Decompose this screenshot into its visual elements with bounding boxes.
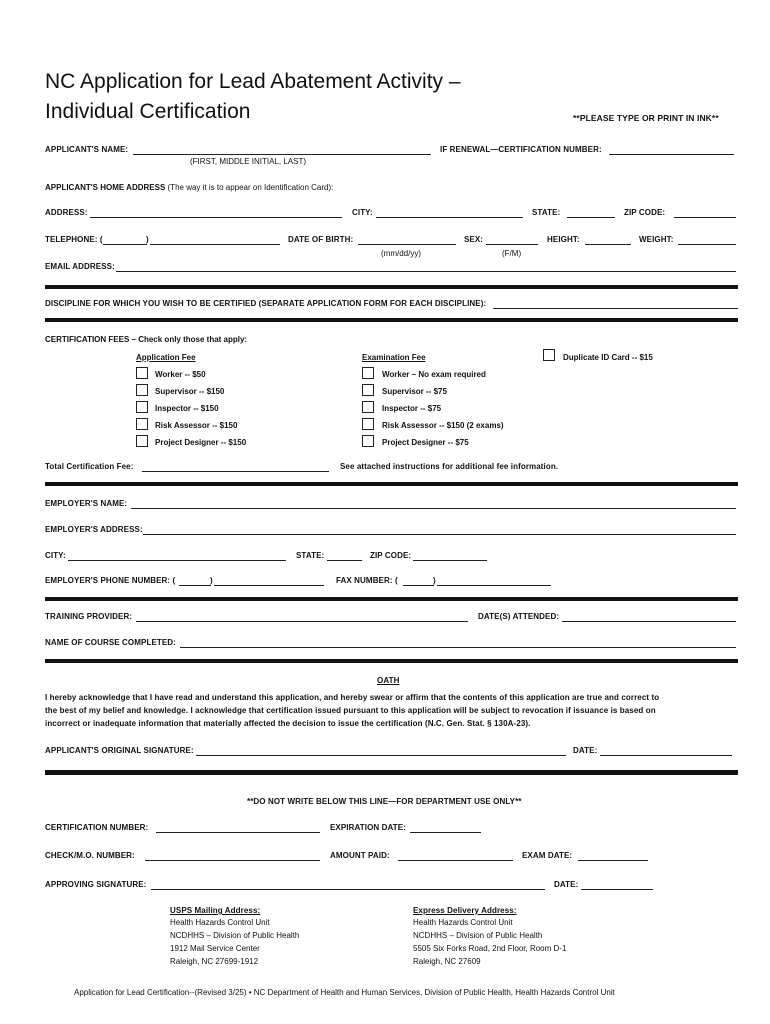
state-label: STATE:	[532, 208, 561, 217]
app-fee-supervisor-checkbox[interactable]	[136, 384, 148, 396]
app-fee-inspector-label: Inspector -- $150	[155, 404, 219, 413]
page-footer: Application for Lead Certification--(Revised 3/25) • NC Department of Health and Human Services, Division of Public Health, Health Hazards Control Unit	[74, 988, 615, 997]
employer-phone-input[interactable]	[180, 575, 323, 585]
app-fee-risk-assessor-label: Risk Assessor -- $150	[155, 421, 238, 430]
dept-cert-number-label: CERTIFICATION NUMBER:	[45, 823, 149, 832]
home-address-note: (The way it is to appear on Identification Card):	[167, 183, 334, 192]
state-input[interactable]	[569, 207, 613, 217]
section-divider	[45, 597, 738, 601]
employer-city-input[interactable]	[70, 550, 284, 560]
home-address-label: APPLICANT'S HOME ADDRESS	[45, 183, 166, 192]
section-divider	[45, 285, 738, 289]
usps-address-line: NCDHHS – Division of Public Health	[170, 931, 300, 940]
fee-instructions-note: See attached instructions for additional fee information.	[340, 462, 559, 471]
exam-fee-inspector-label: Inspector -- $75	[382, 404, 442, 413]
course-name-label: NAME OF COURSE COMPLETED:	[45, 638, 176, 647]
name-format-hint: (FIRST, MIDDLE INITIAL, LAST)	[190, 157, 307, 166]
renewal-number-label: IF RENEWAL—CERTIFICATION NUMBER:	[440, 145, 602, 154]
dept-date-label: DATE:	[554, 880, 579, 889]
home-address-heading	[45, 183, 333, 192]
exam-fee-project-designer-label: Project Designer -- $75	[382, 438, 469, 447]
training-provider-label: TRAINING PROVIDER:	[45, 612, 133, 621]
sex-label: SEX:	[464, 235, 484, 244]
app-fee-project-designer-checkbox[interactable]	[136, 435, 148, 447]
telephone-close-paren: )	[146, 235, 149, 244]
height-label: HEIGHT:	[547, 235, 580, 244]
app-fee-project-designer-label: Project Designer -- $150	[155, 438, 247, 447]
form-title-line1: NC Application for Lead Abatement Activity –	[45, 70, 461, 93]
applicant-name-label: APPLICANT'S NAME:	[45, 145, 129, 154]
employer-state-input[interactable]	[329, 550, 360, 560]
renewal-number-input[interactable]	[611, 144, 732, 154]
telephone-input[interactable]	[104, 234, 279, 244]
weight-input[interactable]	[680, 234, 734, 244]
dates-attended-input[interactable]	[564, 611, 734, 621]
express-address-line: NCDHHS – Division of Public Health	[413, 931, 543, 940]
dob-label: DATE OF BIRTH:	[288, 235, 354, 244]
employer-name-input[interactable]	[133, 498, 734, 508]
fees-heading: CERTIFICATION FEES – Check only those that apply:	[45, 335, 248, 344]
city-input[interactable]	[378, 207, 521, 217]
app-fee-supervisor-label: Supervisor -- $150	[155, 387, 225, 396]
dept-approving-signature-label: APPROVING SIGNATURE:	[45, 880, 147, 889]
total-fee-input[interactable]	[144, 461, 327, 471]
duplicate-id-checkbox[interactable]	[543, 349, 555, 361]
zip-input[interactable]	[676, 207, 734, 217]
dept-approving-signature-input[interactable]	[153, 879, 543, 889]
dept-amount-paid-label: AMOUNT PAID:	[330, 851, 390, 860]
sex-format-hint: (F/M)	[502, 249, 522, 258]
dept-exam-date-label: EXAM DATE:	[522, 851, 573, 860]
employer-zip-label: ZIP CODE:	[370, 551, 412, 560]
oath-text-line1: I hereby acknowledge that I have read and understand this application, and hereby swear or affirm that the contents of this application are true and correct to	[45, 693, 660, 702]
dept-cert-number-input[interactable]	[158, 822, 318, 832]
address-input[interactable]	[92, 207, 340, 217]
employer-zip-input[interactable]	[415, 550, 485, 560]
app-fee-worker-checkbox[interactable]	[136, 367, 148, 379]
department-use-heading: **DO NOT WRITE BELOW THIS LINE—FOR DEPARTMENT USE ONLY**	[247, 797, 522, 806]
height-input[interactable]	[587, 234, 629, 244]
sex-input[interactable]	[488, 234, 536, 244]
oath-text-line2: the best of my belief and knowledge. I acknowledge that certification issued pursuant to this application will be subject to revocation if issuance is based on	[45, 706, 656, 715]
email-input[interactable]	[118, 261, 734, 271]
application-fee-heading: Application Fee	[136, 353, 196, 362]
section-divider	[45, 318, 738, 322]
employer-name-label: EMPLOYER'S NAME:	[45, 499, 128, 508]
dept-exam-date-input[interactable]	[580, 850, 646, 860]
discipline-label: DISCIPLINE FOR WHICH YOU WISH TO BE CERTIFIED (SEPARATE APPLICATION FORM FOR EACH DISCIPLINE):	[45, 299, 487, 308]
dates-attended-label: DATE(S) ATTENDED:	[478, 612, 560, 621]
employer-address-input[interactable]	[145, 524, 734, 534]
fax-close-paren: )	[433, 576, 436, 585]
fax-label: FAX NUMBER: (	[336, 576, 398, 585]
please-type-note: **PLEASE TYPE OR PRINT IN INK**	[573, 113, 719, 123]
signature-date-label: DATE:	[573, 746, 598, 755]
usps-address-line: Health Hazards Control Unit	[170, 918, 270, 927]
applicant-name-input[interactable]	[135, 144, 429, 154]
duplicate-id-label: Duplicate ID Card -- $15	[563, 353, 653, 362]
employer-phone-label: EMPLOYER'S PHONE NUMBER: (	[45, 576, 176, 585]
zip-label: ZIP CODE:	[624, 208, 666, 217]
app-fee-inspector-checkbox[interactable]	[136, 401, 148, 413]
signature-date-input[interactable]	[602, 745, 730, 755]
form-title-line2: Individual Certification	[45, 100, 251, 123]
section-divider	[45, 659, 738, 663]
exam-fee-supervisor-checkbox[interactable]	[362, 384, 374, 396]
express-address-line: 5505 Six Forks Road, 2nd Floor, Room D-1	[413, 944, 567, 953]
exam-fee-risk-assessor-label: Risk Assessor -- $150 (2 exams)	[382, 421, 504, 430]
applicant-signature-label: APPLICANT'S ORIGINAL SIGNATURE:	[45, 746, 194, 755]
email-label: EMAIL ADDRESS:	[45, 262, 115, 271]
exam-fee-risk-assessor-checkbox[interactable]	[362, 418, 374, 430]
dept-check-number-label: CHECK/M.O. NUMBER:	[45, 851, 135, 860]
total-fee-label: Total Certification Fee:	[45, 462, 134, 471]
employer-city-label: CITY:	[45, 551, 66, 560]
employer-phone-close-paren: )	[210, 576, 213, 585]
exam-fee-inspector-checkbox[interactable]	[362, 401, 374, 413]
applicant-signature-input[interactable]	[198, 745, 564, 755]
usps-address-heading: USPS Mailing Address:	[170, 906, 261, 915]
oath-text-line3: incorrect or inadequate information that materially affected the decision to issue the certification (N.C. Gen. Stat. § 130A-23).	[45, 719, 531, 728]
dob-input[interactable]	[360, 234, 454, 244]
address-label: ADDRESS:	[45, 208, 88, 217]
dept-check-number-input[interactable]	[147, 850, 318, 860]
telephone-label: TELEPHONE: (	[45, 235, 103, 244]
exam-fee-heading: Examination Fee	[362, 353, 426, 362]
training-provider-input[interactable]	[138, 611, 466, 621]
usps-address-line: 1912 Mail Service Center	[170, 944, 260, 953]
exam-fee-project-designer-checkbox[interactable]	[362, 435, 374, 447]
express-address-line: Raleigh, NC 27609	[413, 957, 481, 966]
exam-fee-worker-checkbox[interactable]	[362, 367, 374, 379]
dob-format-hint: (mm/dd/yy)	[381, 249, 421, 258]
dept-amount-paid-input[interactable]	[400, 850, 511, 860]
employer-address-label: EMPLOYER'S ADDRESS:	[45, 525, 143, 534]
course-name-input[interactable]	[182, 637, 734, 647]
dept-expiration-input[interactable]	[412, 822, 479, 832]
express-address-line: Health Hazards Control Unit	[413, 918, 513, 927]
employer-state-label: STATE:	[296, 551, 325, 560]
city-label: CITY:	[352, 208, 373, 217]
section-divider	[45, 482, 738, 486]
fax-input[interactable]	[404, 575, 550, 585]
department-divider	[45, 770, 738, 775]
exam-fee-supervisor-label: Supervisor -- $75	[382, 387, 447, 396]
app-fee-risk-assessor-checkbox[interactable]	[136, 418, 148, 430]
weight-label: WEIGHT:	[639, 235, 674, 244]
exam-fee-worker-label: Worker – No exam required	[382, 370, 486, 379]
app-fee-worker-label: Worker -- $50	[155, 370, 206, 379]
express-address-heading: Express Delivery Address:	[413, 906, 517, 915]
dept-date-input[interactable]	[583, 879, 651, 889]
dept-expiration-label: EXPIRATION DATE:	[330, 823, 406, 832]
oath-heading: OATH	[377, 676, 400, 685]
usps-address-line: Raleigh, NC 27699-1912	[170, 957, 259, 966]
discipline-input[interactable]	[495, 298, 736, 308]
